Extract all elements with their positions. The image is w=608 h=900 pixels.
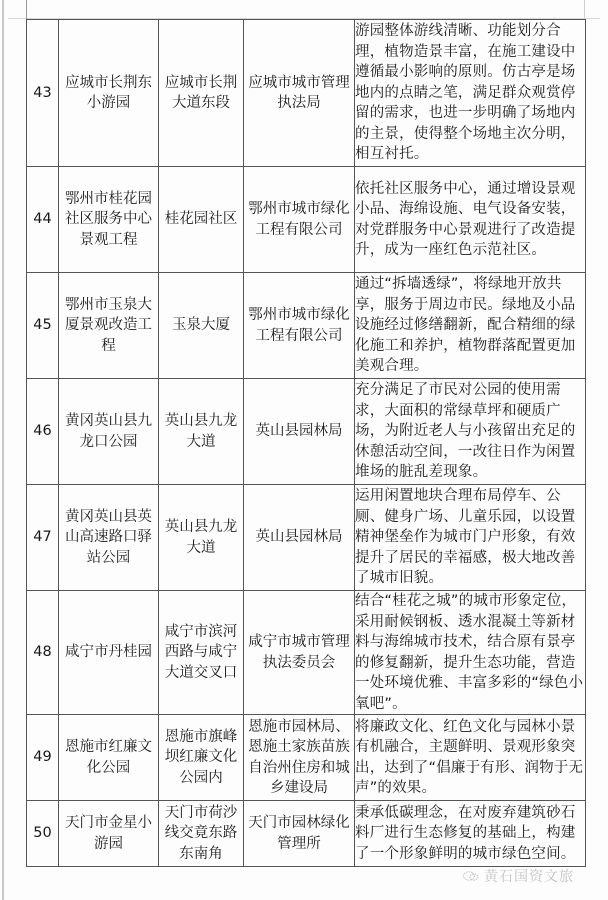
responsible-unit: 英山县园林局 <box>244 485 355 591</box>
responsible-unit: 天门市园林绿化管理所 <box>244 801 355 867</box>
project-name: 鄂州市桂花园社区服务中心景观工程 <box>59 167 159 273</box>
project-location: 咸宁市滨河西路与咸宁大道交叉口 <box>159 591 244 715</box>
project-name: 恩施市红廉文化公园 <box>59 715 159 801</box>
responsible-unit: 英山县园林局 <box>244 379 355 485</box>
project-name: 咸宁市丹桂园 <box>59 591 159 715</box>
table-row <box>27 485 586 591</box>
row-number: 50 <box>27 801 59 867</box>
table-row <box>27 379 586 485</box>
watermark-text: 黄石国资文旅 <box>484 869 574 885</box>
responsible-unit: 咸宁市城市管理执法委员会 <box>244 591 355 715</box>
project-name: 应城市长荆东小游园 <box>59 20 159 167</box>
row-number: 49 <box>27 715 59 801</box>
page-left-edge <box>2 0 4 900</box>
project-location: 英山县九龙大道 <box>159 485 244 591</box>
project-location: 桂花园社区 <box>159 167 244 273</box>
table-row <box>27 715 586 801</box>
row-number: 44 <box>27 167 59 273</box>
project-description: 将廉政文化、红色文化与园林小景有机融合，主题鲜明、景观形象突出，达到了“倡廉于有形、润物于无声”的效果。 <box>355 715 586 801</box>
project-description: 依托社区服务中心，通过增设景观小品、海绵设施、电气设备安装，对党群服务中心景观进行了改造提升，成为一座红色示范社区。 <box>355 167 586 273</box>
table-row <box>27 20 586 167</box>
responsible-unit: 恩施市园林局、恩施土家族苗族自治州住房和城乡建设局 <box>244 715 355 801</box>
row-number: 46 <box>27 379 59 485</box>
responsible-unit: 鄂州市城市绿化工程有限公司 <box>244 167 355 273</box>
table-row <box>27 273 586 379</box>
previous-row-left-border <box>26 0 27 19</box>
table-row <box>27 591 586 715</box>
project-description: 结合“桂花之城”的城市形象定位，采用耐候钢板、透水混凝土等新材料与海绵城市技术，结合原有景亭的修复翻新，提升生态功能，营造一处环境优雅、丰富多彩的“绿色小氧吧”。 <box>355 591 586 715</box>
project-description: 充分满足了市民对公园的使用需求，大面积的常绿草坪和硬质广场，为附近老人与小孩留出充足的休憩活动空间，一改往日作为闲置堆场的脏乱差现象。 <box>355 379 586 485</box>
table-row <box>27 167 586 273</box>
project-location: 玉泉大厦 <box>159 273 244 379</box>
row-number: 45 <box>27 273 59 379</box>
project-description: 运用闲置地块合理布局停车、公厕、健身广场、儿童乐园，以设置精神堡垒作为城市门户形象，有效提升了居民的幸福感，极大地改善了城市旧貌。 <box>355 485 586 591</box>
watermark <box>462 866 574 886</box>
row-number: 48 <box>27 591 59 715</box>
project-name: 黄冈英山县九龙口公园 <box>59 379 159 485</box>
responsible-unit: 应城市城市管理执法局 <box>244 20 355 167</box>
row-number: 43 <box>27 20 59 167</box>
project-name: 黄冈英山县英山高速路口驿站公园 <box>59 485 159 591</box>
project-location: 恩施市旗峰坝红廉文化公园内 <box>159 715 244 801</box>
project-name: 鄂州市玉泉大厦景观改造工程 <box>59 273 159 379</box>
project-description: 通过“拆墙透绿”，将绿地开放共享，服务于周边市民。绿地及小品设施经过修缮翻新，配合精细的绿化施工和养护，植物群落配置更加美观合理。 <box>355 273 586 379</box>
project-name: 天门市金星小游园 <box>59 801 159 867</box>
project-description: 游园整体游线清晰、功能划分合理，植物造景丰富，在施工建设中遵循最小影响的原则。仿古亭是场地内的点睛之笔，满足群众观赏停留的需求，也进一步明确了场地内的主景，使得整个场地主次分明，相互衬托。 <box>355 20 586 167</box>
responsible-unit: 鄂州市城市绿化工程有限公司 <box>244 273 355 379</box>
wechat-official-account-icon <box>462 870 480 882</box>
project-description: 秉承低碳理念，在对废弃建筑砂石料厂进行生态修复的基础上，构建了一个形象鲜明的城市绿色空间。 <box>355 801 586 867</box>
table-row <box>27 801 586 867</box>
project-location: 天门市荷沙线交竟东路东南角 <box>159 801 244 867</box>
projects-table <box>26 19 586 867</box>
previous-row-right-border <box>584 0 585 19</box>
project-location: 英山县九龙大道 <box>159 379 244 485</box>
project-location: 应城市长荆大道东段 <box>159 20 244 167</box>
row-number: 47 <box>27 485 59 591</box>
